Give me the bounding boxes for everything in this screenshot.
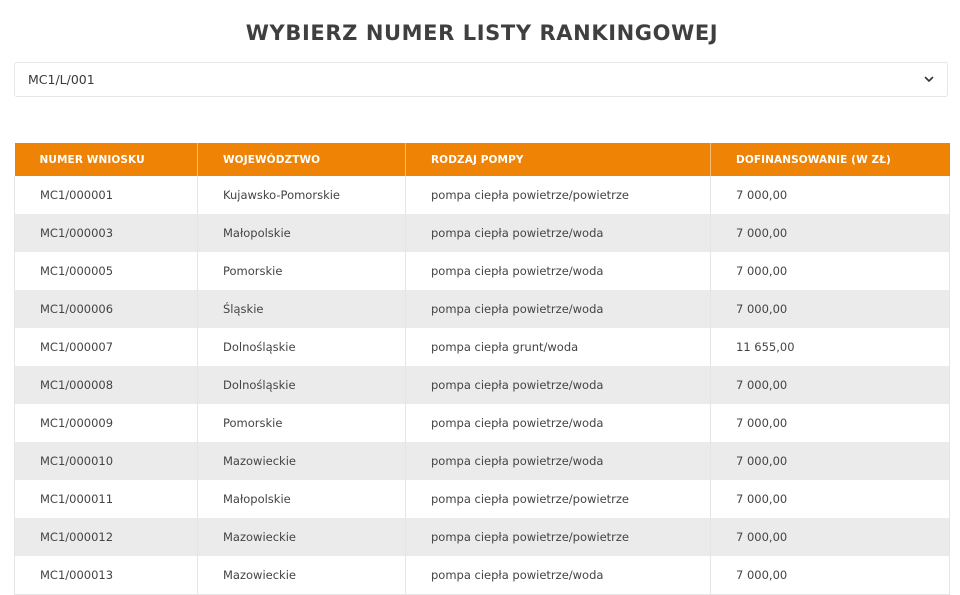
table-row: [15, 404, 950, 442]
cell-funding: 7 000,00: [711, 556, 950, 594]
table-row: [15, 290, 950, 328]
cell-application-number: MC1/000013: [15, 556, 198, 594]
cell-voivodeship: Pomorskie: [198, 252, 406, 290]
cell-funding: 7 000,00: [711, 252, 950, 290]
table-row: [15, 328, 950, 366]
cell-voivodeship: Dolnośląskie: [198, 366, 406, 404]
column-header-funding[interactable]: DOFINANSOWANIE (W ZŁ): [711, 143, 950, 176]
cell-funding: 7 000,00: [711, 366, 950, 404]
cell-pump-type: pompa ciepła powietrze/woda: [406, 252, 711, 290]
cell-voivodeship: Małopolskie: [198, 480, 406, 518]
cell-application-number: MC1/000008: [15, 366, 198, 404]
cell-application-number: MC1/000001: [15, 176, 198, 214]
cell-application-number: MC1/000006: [15, 290, 198, 328]
table-row: [15, 518, 950, 556]
cell-pump-type: pompa ciepła powietrze/powietrze: [406, 176, 711, 214]
cell-application-number: MC1/000012: [15, 518, 198, 556]
cell-pump-type: pompa ciepła powietrze/woda: [406, 290, 711, 328]
table-row: [15, 556, 950, 594]
cell-pump-type: pompa ciepła powietrze/woda: [406, 442, 711, 480]
cell-application-number: MC1/000005: [15, 252, 198, 290]
cell-voivodeship: Dolnośląskie: [198, 328, 406, 366]
table-header-row: [15, 143, 950, 176]
cell-voivodeship: Śląskie: [198, 290, 406, 328]
cell-pump-type: pompa ciepła powietrze/woda: [406, 214, 711, 252]
column-header-voivodeship[interactable]: WOJEWÓDZTWO: [198, 143, 406, 176]
cell-funding: 7 000,00: [711, 480, 950, 518]
table-row: [15, 366, 950, 404]
ranking-list-select[interactable]: [14, 62, 948, 97]
table-row: [15, 252, 950, 290]
page-title: WYBIERZ NUMER LISTY RANKINGOWEJ: [245, 21, 719, 46]
cell-application-number: MC1/000007: [15, 328, 198, 366]
cell-pump-type: pompa ciepła powietrze/woda: [406, 556, 711, 594]
table-row: [15, 176, 950, 214]
cell-pump-type: pompa ciepła powietrze/woda: [406, 366, 711, 404]
cell-voivodeship: Małopolskie: [198, 214, 406, 252]
cell-funding: 7 000,00: [711, 214, 950, 252]
cell-application-number: MC1/000003: [15, 214, 198, 252]
cell-application-number: MC1/000010: [15, 442, 198, 480]
cell-pump-type: pompa ciepła powietrze/powietrze: [406, 480, 711, 518]
cell-funding: 7 000,00: [711, 404, 950, 442]
cell-funding: 7 000,00: [711, 176, 950, 214]
cell-pump-type: pompa ciepła grunt/woda: [406, 328, 711, 366]
cell-funding: 7 000,00: [711, 290, 950, 328]
table-row: [15, 214, 950, 252]
cell-voivodeship: Kujawsko-Pomorskie: [198, 176, 406, 214]
select-value: MC1/L/001: [28, 72, 95, 87]
cell-pump-type: pompa ciepła powietrze/woda: [406, 404, 711, 442]
table-row: [15, 480, 950, 518]
cell-voivodeship: Mazowieckie: [198, 556, 406, 594]
cell-voivodeship: Pomorskie: [198, 404, 406, 442]
cell-voivodeship: Mazowieckie: [198, 518, 406, 556]
cell-funding: 7 000,00: [711, 518, 950, 556]
cell-application-number: MC1/000009: [15, 404, 198, 442]
cell-funding: 11 655,00: [711, 328, 950, 366]
chevron-down-icon: [923, 73, 935, 85]
column-header-application-number[interactable]: NUMER WNIOSKU: [15, 143, 198, 176]
column-header-pump-type[interactable]: RODZAJ POMPY: [406, 143, 711, 176]
ranking-table: [14, 143, 950, 595]
cell-application-number: MC1/000011: [15, 480, 198, 518]
table-row: [15, 442, 950, 480]
cell-funding: 7 000,00: [711, 442, 950, 480]
cell-pump-type: pompa ciepła powietrze/powietrze: [406, 518, 711, 556]
cell-voivodeship: Mazowieckie: [198, 442, 406, 480]
